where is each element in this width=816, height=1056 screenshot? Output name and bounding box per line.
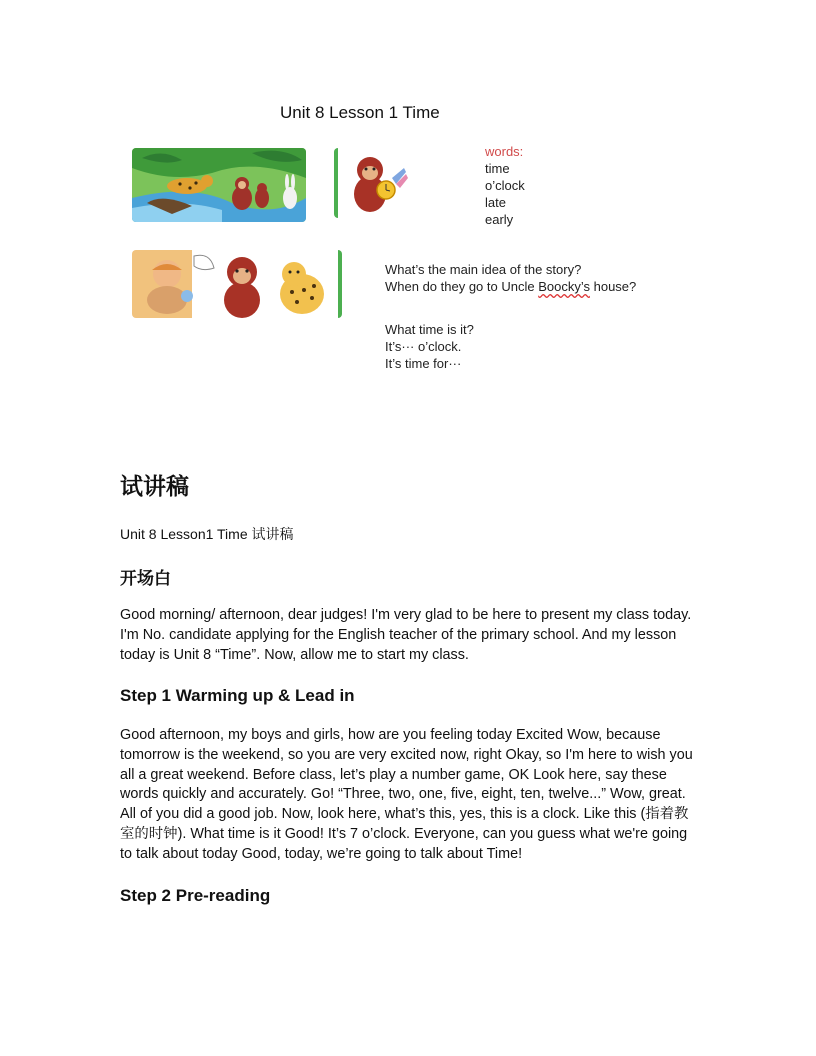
slide-title: Unit 8 Lesson 1 Time (280, 103, 440, 122)
sentence-patterns (385, 321, 474, 372)
jungle-scene-image (132, 148, 306, 222)
pattern-item: It’s time for··· (385, 356, 462, 371)
step2-heading: Step 2 Pre-reading (120, 886, 271, 905)
opening-paragraph: Good morning/ afternoon, dear judges! I'm very glad to be here to present my class today. I'm No. candidate applying for the English teacher of the primary school. And my lesson today is Unit 8 “Time”. Now, allow me to start my class. (120, 607, 692, 663)
pattern-item: It’s··· o’clock. (385, 339, 462, 354)
question-when: When do they go to Uncle Boocky’s house? (385, 279, 637, 294)
story-questions (385, 261, 636, 295)
document-heading: 试讲稿 (120, 474, 189, 500)
words-label: words: (485, 144, 524, 159)
document-subtitle: Unit 8 Lesson1 Time 试讲稿 (120, 526, 294, 542)
step1-paragraph: Good afternoon, my boys and girls, how are you feeling today Excited Wow, because tomorrow is the weekend, so you are very excited now, right Okay, so I'm here to wish you all a great weekend. Before class, let’s play a number game, OK Look here, say these words quickly and accurately. Go! “Three, two, one, five, eight, ten, twelve...” Wow, great. All of you did a good job. Now, look here, what’s this, yes, this is a clock. Like this (指着教室的时钟). What time is it Good! It’s 7 o’clock. Everyone, can you guess what we're going to talk about today Good, today, we’re going to talk about Time! (120, 727, 693, 862)
word-item: time (485, 161, 510, 176)
pattern-item: What time is it? (385, 322, 474, 337)
question-main-idea: What’s the main idea of the story? (385, 262, 582, 277)
vocabulary-list (485, 143, 525, 228)
characters-scene-image (132, 250, 342, 318)
step1-heading: Step 1 Warming up & Lead in (120, 686, 355, 705)
spellcheck-word: Boocky’s (538, 279, 590, 294)
monkey-clock-image (334, 148, 408, 218)
word-item: late (485, 195, 506, 210)
word-item: o’clock (485, 178, 525, 193)
word-item: early (485, 212, 514, 227)
opening-heading: 开场白 (120, 569, 171, 589)
